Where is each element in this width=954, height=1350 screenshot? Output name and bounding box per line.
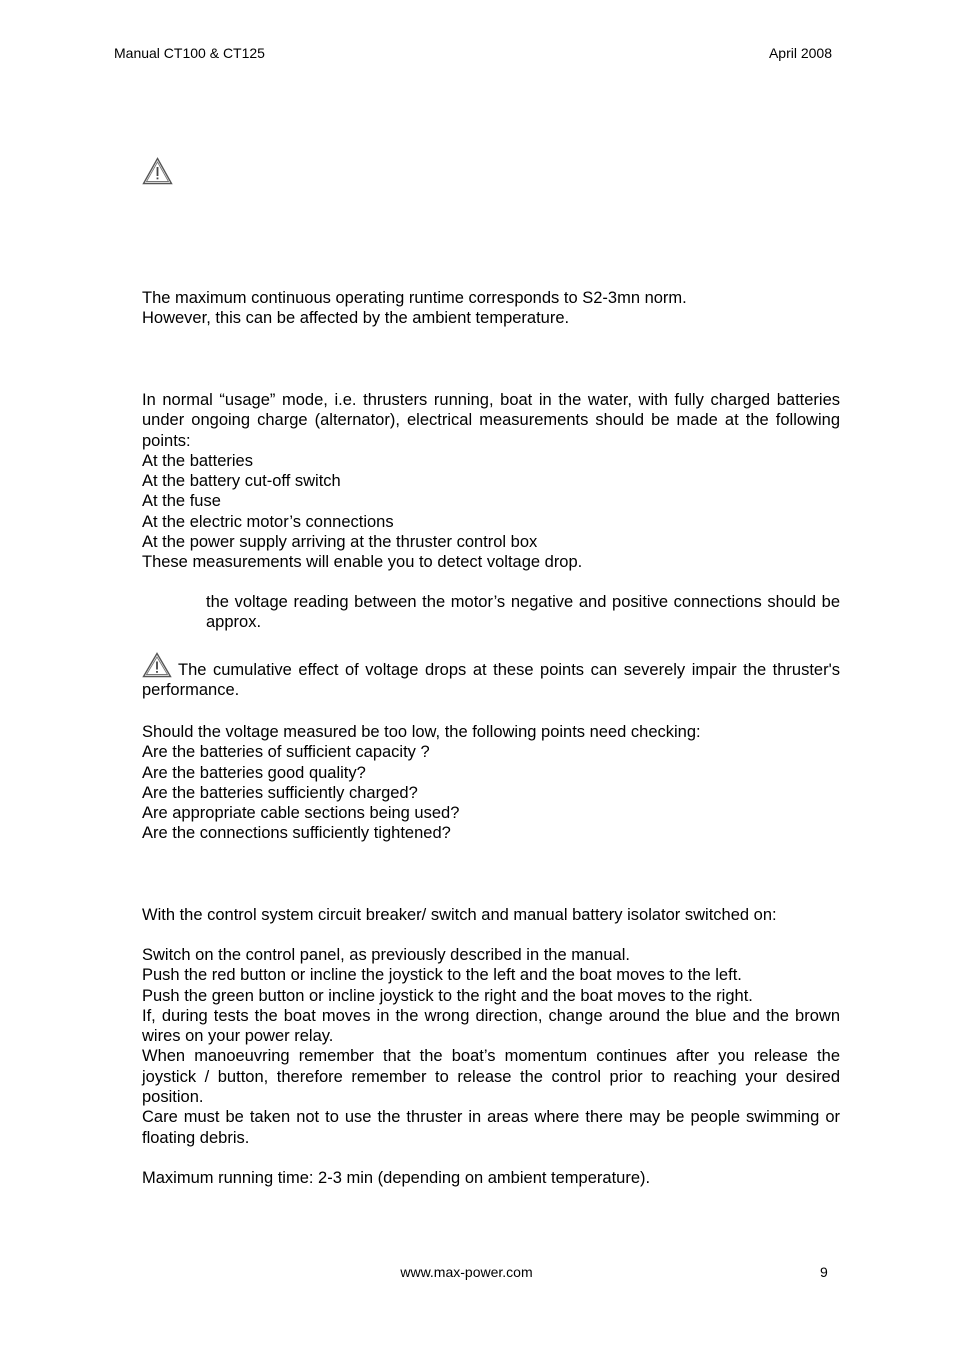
check-item: Are the batteries sufficiently charged? [142,783,418,802]
check-item: Are the connections sufficiently tightened? [142,824,451,843]
warning-section [142,652,840,701]
control-intro: With the control system circuit breaker/ switch and manual battery isolator switched on: [142,906,777,924]
measurement-intro: In normal “usage” mode, i.e. thrusters running, boat in the water, with fully charged batteries under ongoing charge (alternator), electrical measurements should be made at the following points: [142,391,840,450]
measurement-section [142,390,840,573]
runtime-line-2: However, this can be affected by the ambient temperature. [142,309,570,328]
voltage-reading-text: the voltage reading between the motor’s negative and positive connections should be approx. [206,593,840,632]
checks-section [142,722,840,844]
voltage-reading-section [142,592,840,633]
control-step: Care must be taken not to use the thruster in areas where there may be people swimming or floating debris. [142,1108,840,1147]
measurement-point: At the battery cut-off switch [142,472,341,491]
header-manual-title: Manual CT100 & CT125 [114,45,265,61]
measurement-point: At the batteries [142,451,253,470]
measurement-outro: These measurements will enable you to detect voltage drop. [142,553,583,572]
max-running-text: Maximum running time: 2-3 min (depending on ambient temperature). [142,1169,651,1187]
runtime-line-1: The maximum continuous operating runtime corresponds to S2-3mn norm. [142,289,687,307]
warning-triangle-icon [142,652,172,678]
control-intro-section [142,905,840,925]
measurement-point: At the power supply arriving at the thruster control box [142,533,538,552]
check-item: Are the batteries of sufficient capacity ? [142,743,430,762]
warning-text: The cumulative effect of voltage drops at these points can severely impair the thruster's performance. [142,661,840,700]
check-item: Are appropriate cable sections being used? [142,804,460,823]
checks-intro: Should the voltage measured be too low, the following points need checking: [142,723,701,741]
measurement-point: At the fuse [142,492,221,511]
control-steps-section [142,945,840,1148]
control-step: Push the green button or incline joystick to the right and the boat moves to the right. [142,986,753,1005]
header-date: April 2008 [768,45,832,61]
measurement-point: At the electric motor’s connections [142,512,394,531]
page-number: 9 [820,1264,828,1280]
footer-url: www.max-power.com [400,1264,533,1280]
control-step: When manoeuvring remember that the boat’s momentum continues after you release the joystick / button, therefore remember to release the control prior to reaching your desired position. [142,1047,840,1107]
control-step: Switch on the control panel, as previously described in the manual. [142,946,630,964]
check-item: Are the batteries good quality? [142,763,366,782]
control-step: Push the red button or incline the joystick to the left and the boat moves to the left. [142,966,742,985]
control-step: If, during tests the boat moves in the wrong direction, change around the blue and the brown wires on your power relay. [142,1006,840,1046]
runtime-section [142,288,840,329]
max-running-section [142,1168,840,1188]
warning-triangle-icon [142,157,173,185]
